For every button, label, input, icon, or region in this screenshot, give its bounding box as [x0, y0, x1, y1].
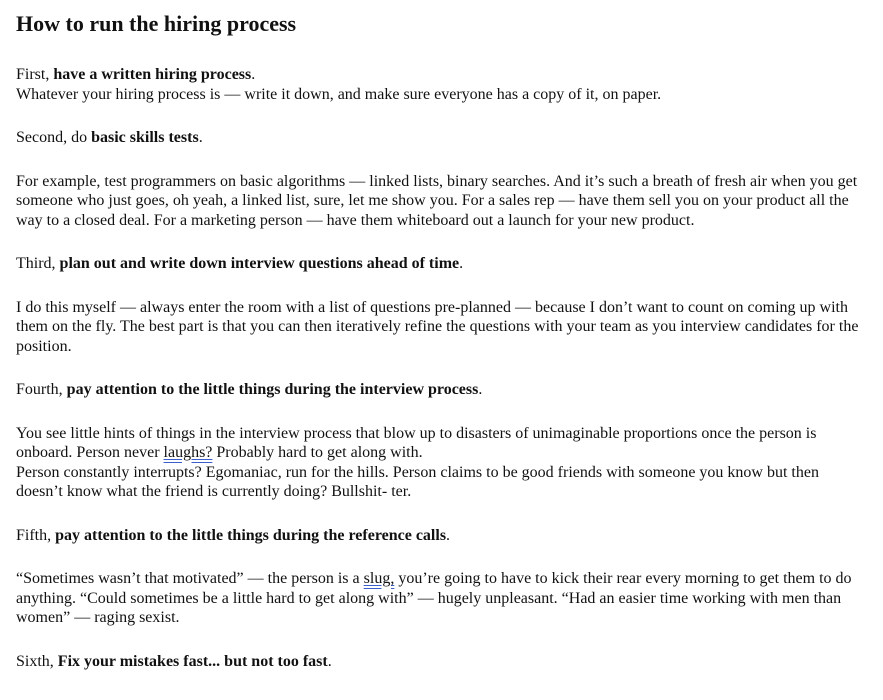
step-suffix: . — [459, 255, 464, 272]
step-body-fifth — [16, 569, 867, 628]
step-suffix: . — [327, 652, 332, 670]
step-bold-text: pay attention to the little things during the interview process — [66, 381, 479, 398]
step-body-third: I do this myself — always enter the room with a list of questions pre-planned — because I don’t want to count on coming up with them on the fly. The best part is that you can then iteratively refine the questions with your team as you interview candidates for the position. — [16, 298, 859, 355]
body-text: You see little hints of things in the interview process that blow up to disasters of unimaginable proportions once the person is onboard. Person never — [16, 424, 817, 461]
body-text: “Sometimes wasn’t that motivated” — the person is a — [16, 570, 364, 587]
step-prefix: Fifth, — [16, 526, 56, 544]
step-heading-third — [16, 254, 867, 274]
step-suffix: . — [198, 129, 203, 146]
step-bold-text: plan out and write down interview questions ahead of time — [59, 255, 460, 272]
step-suffix: . — [446, 526, 451, 544]
step-heading-second — [16, 128, 867, 148]
spellcheck-flagged-word[interactable]: laughs? — [163, 444, 213, 461]
step-bold-text: Fix your mistakes fast... but not too fast — [57, 652, 328, 670]
step-heading-fifth — [16, 526, 867, 546]
step-heading-fourth — [16, 380, 867, 400]
step-prefix: Second, do — [16, 129, 92, 146]
spellcheck-flagged-word[interactable]: slug, — [363, 570, 395, 587]
step-heading-sixth — [16, 652, 867, 672]
step-body-second: For example, test programmers on basic algorithms — linked lists, binary searches. And it’s such a breath of fresh air when you get someone who just goes, oh yeah, a linked list, sure, let me show you. For a sales rep — have them sell you on your product all the way to a closed deal. For a marketing person — have them whiteboard out a launch for your new product. — [16, 172, 858, 229]
step-prefix: Fourth, — [16, 381, 67, 398]
step-prefix: First, — [16, 66, 54, 83]
document-title: How to run the hiring process — [16, 11, 297, 36]
step-bold-text: have a written hiring process — [53, 66, 252, 83]
body-text: you’re going to have to kick their rear every morning to get them to do anything. “Could sometimes be a little hard to get along with” — hugely unpleasant. “Had an easier time working with men than women” — raging sexist. — [16, 570, 852, 626]
step-body-fourth — [16, 424, 867, 463]
step-prefix: Third, — [16, 255, 60, 272]
step-prefix: Sixth, — [16, 652, 58, 670]
body-text: Probably hard to get along with. — [212, 444, 423, 461]
step-heading-first — [16, 65, 867, 85]
step-suffix: . — [478, 381, 483, 398]
step-bold-text: basic skills tests — [91, 129, 199, 146]
step-body-fourth-continued: Person constantly interrupts? Egomaniac, run for the hills. Person claims to be good friends with someone you know but then doesn’t know what the friend is currently doing? Bullshit- ter. — [16, 463, 819, 500]
step-bold-text: pay attention to the little things during the reference calls — [55, 526, 447, 544]
step-suffix: . — [251, 66, 256, 83]
step-body-first: Whatever your hiring process is — write it down, and make sure everyone has a copy of it, on paper. — [16, 85, 662, 103]
